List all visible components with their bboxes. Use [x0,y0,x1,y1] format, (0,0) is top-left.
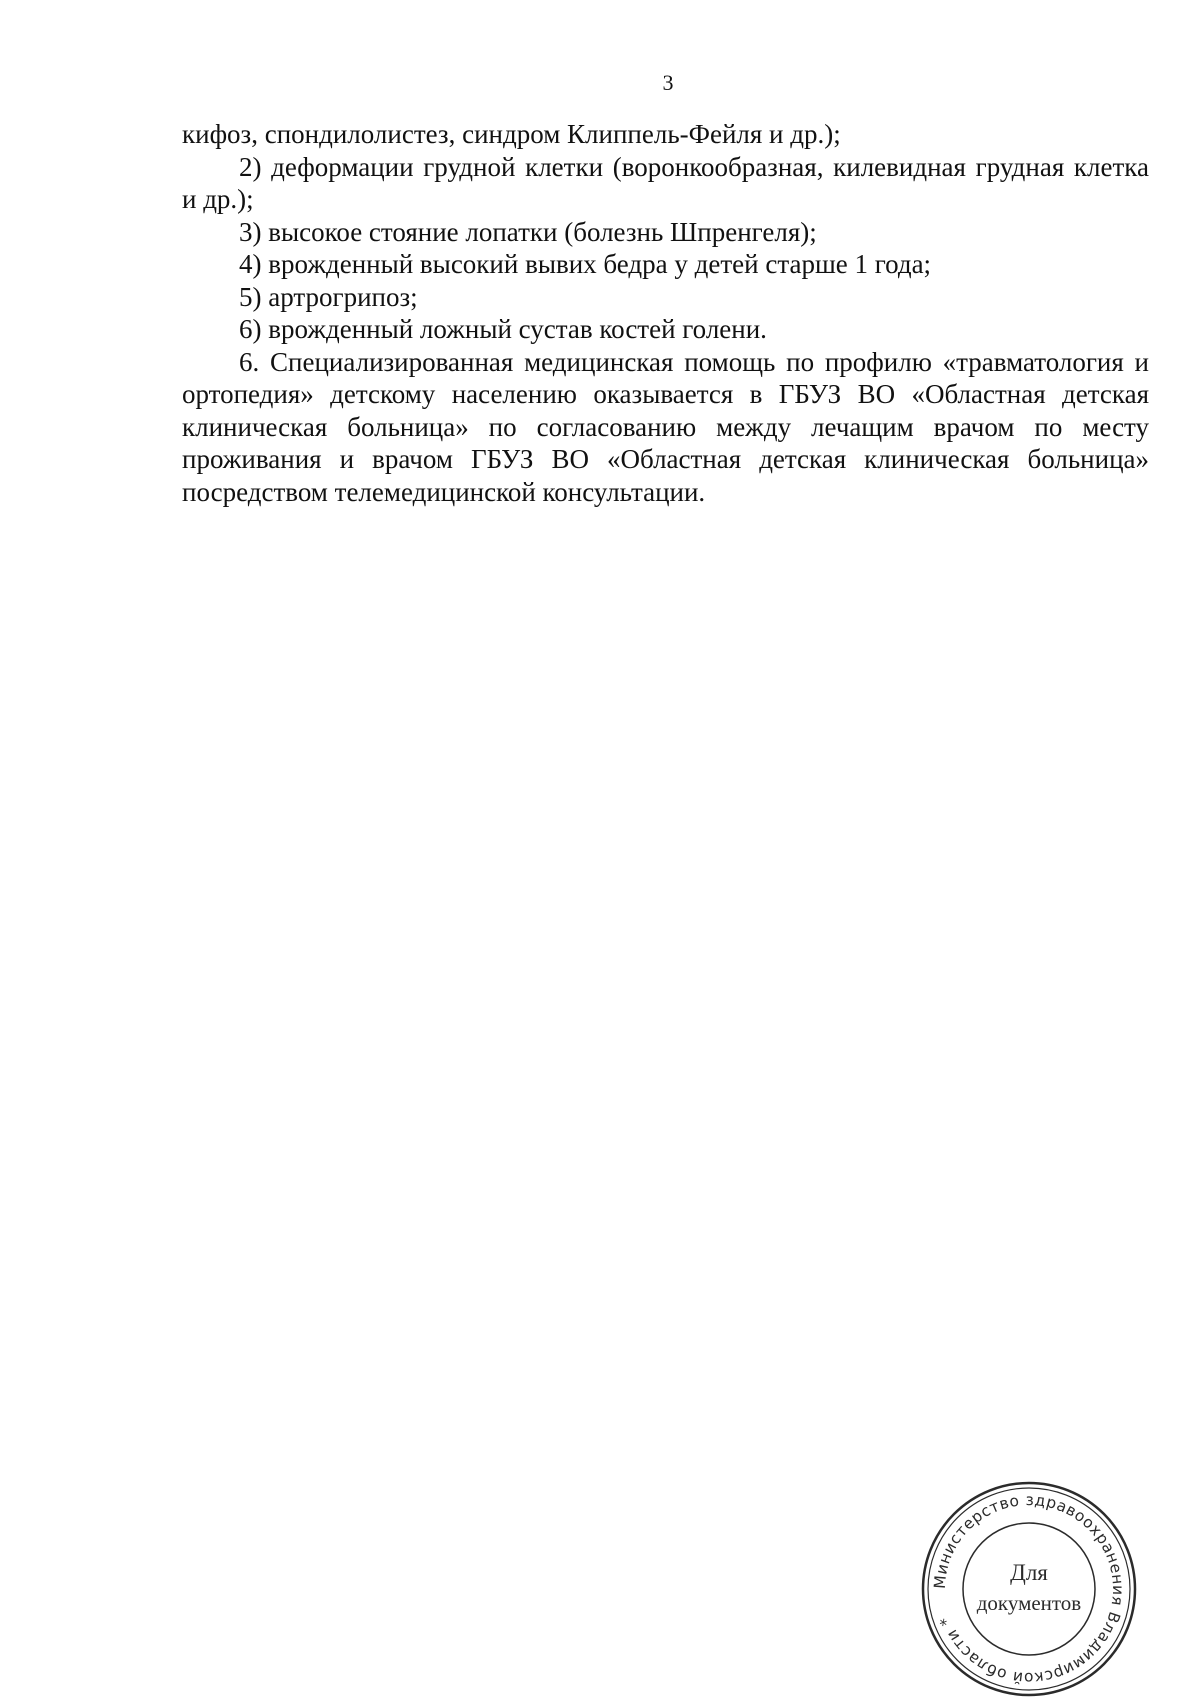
official-stamp [918,1478,1140,1700]
section-6-paragraph: 6. Специализированная медицинская помощь по профилю «травматология и ортопедия» детскому населению оказывается в ГБУЗ ВО «Областная детская клиническая больница» по согласованию между лечащим врачом по месту проживания и врачом ГБУЗ ВО «Областная детская клиническая больница» посредством телемедицинской консультации. [182,346,1149,507]
list-item-6: 6) врожденный ложный сустав костей голени. [239,314,767,344]
stamp-ring-text: Министерство здравоохранения Владимирской области * [930,1490,1128,1688]
stamp-center-line-2: документов [976,1591,1082,1615]
stamp-center-line-1: Для [1010,1560,1048,1585]
stamp-outer-ring [923,1483,1135,1695]
paragraph-1: кифоз, спондилолистез, синдром Клиппель-Фейля и др.); [182,119,841,149]
document-body [182,118,1149,508]
list-item-3: 3) высокое стояние лопатки (болезнь Шпренгеля); [239,216,817,247]
list-item-5: 5) артрогрипоз; [239,281,418,312]
list-item-4: 4) врожденный высокий вывих бедра у детей старше 1 года; [239,249,932,279]
stamp-outer-ring-inner [928,1488,1130,1690]
list-item-2: 2) деформации грудной клетки (воронкообразная, килевидная грудная клетка и др.); [182,151,1149,214]
stamp-seal-icon [918,1478,1140,1700]
page-number: 3 [662,70,674,95]
stamp-inner-ring [963,1523,1095,1655]
